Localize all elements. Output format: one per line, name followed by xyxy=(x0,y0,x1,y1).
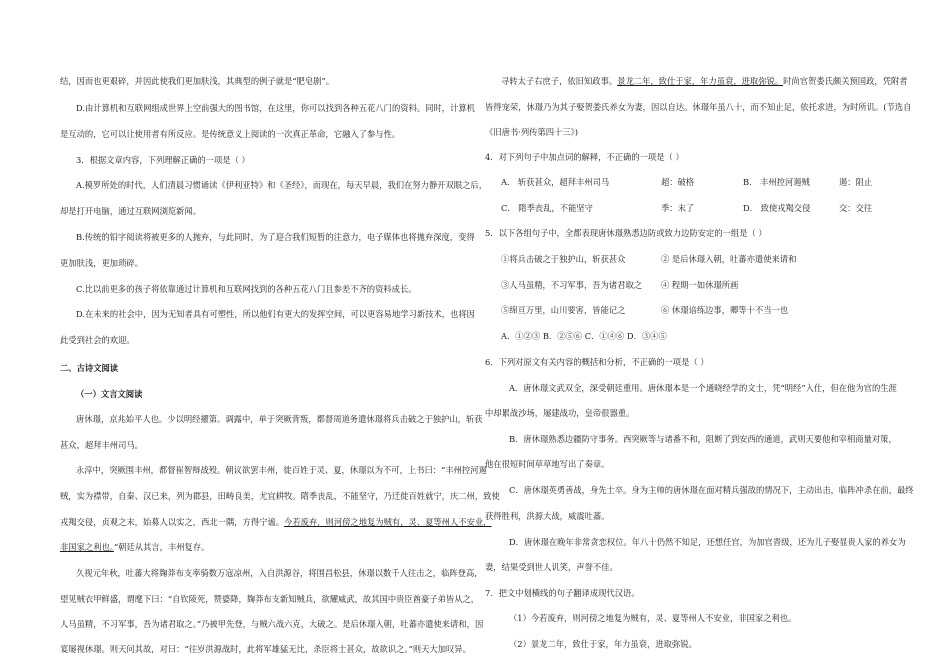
passage-line: 久视元年秋，吐蕃大将麹莽布支率骑数万寇凉州，入自洪源谷，将围昌松县，休璟以数千人往击之，临阵登高， xyxy=(76,568,483,578)
text-line: 是互动的，它可以让使用者有所反应。是传统意义上阅读的一次真正革命，它融入了参与性。 xyxy=(60,129,401,139)
text-line: 获得胜利，洪源大战，威震吐蕃。 xyxy=(485,511,610,521)
passage-line: 唐休璟，京兆始平人也。少以明经擢第。调露中，单于突厥背叛，都督周道务遣休璟将兵击破之于独护山，斩获 xyxy=(76,414,483,424)
option-3a: A.模罗所处的时代，人们清晨习惯诵读《伊利亚特》和《圣经》，而现在，每天早晨，我们在努力静开双眼之后， xyxy=(76,180,488,190)
text-line: D.由计算机和互联网组成世界上空前强大的图书馆，在这里，你可以找到各种五花八门的资料。同时，计算机 xyxy=(76,103,475,113)
passage-line xyxy=(485,77,908,85)
text-line: 结，因而也更艰碎，并因此使我们更加肤浅，其典型的例子就是“肥皂剧”。 xyxy=(60,76,334,86)
question-6: 6．下列对原文有关内容的概括和分析，不正确的一项是（ ） xyxy=(485,357,709,367)
item-4: ④ 程期一如休璟所画 xyxy=(661,280,739,290)
passage-text: ”朝廷从其言，丰州复存。 xyxy=(113,542,210,552)
passage-line: 望见贼衣甲鲜盛，谓麾下曰：“自钦陵死，赞婆降，麹莽布支新知贼兵，欲耀威武，故其国中贵臣酋豪子弟皆从之， xyxy=(60,594,480,604)
question-4: 4．对下列句子中加点词的解释，不正确的一项是（ ） xyxy=(485,152,684,162)
option-4c: C． 隋季丧乱，不能坚守 xyxy=(501,203,593,213)
option-6c: C．唐休璟英勇善战，身先士卒。身为主帅的唐休璟在面对精兵强敌的情况下，主动出击，临阵冲杀在前，最终 xyxy=(509,485,914,495)
passage-text: 戎羯交侵，贞观之末，始募人以实之，西北一隅，方得宁谧。 xyxy=(60,517,285,527)
option-4a-gloss: 超：破格 xyxy=(661,177,695,187)
passage-line: 人马虽精，不习军事，吾为诸君取之。”乃被甲先登，与贼六战六克，大破之。是后休璟入朝，吐蕃亦遣使来请和，因 xyxy=(60,619,484,629)
passage-line: 宴屡视休璟。则天问其故，对曰：“往岁洪源战时，此将军雄猛无比，杀臣将士甚众，故欲识之。”则天大加叹异。 xyxy=(60,644,471,654)
translation-item-1: （1）今若废弃，则河傍之地复为贼有，灵、夏等州人不安业，非国家之利也。 xyxy=(509,613,797,623)
item-6: ⑥ 休璟谙练边事，卿等十不当一也 xyxy=(661,305,789,315)
underlined-sentence-1: 今若废弃，则河傍之地复为贼有，灵、夏等州人不安业， xyxy=(284,517,492,527)
option-6a: A．唐休璟文武双全，深受朝廷重用。唐休璟本是一个通晓经学的文士，凭“明经”入仕，但在他为官的生涯 xyxy=(509,383,897,393)
passage-text: 寻转太子右庶子，依旧知政事。 xyxy=(501,76,618,86)
text-line: 更加肤浅，更加琐碎。 xyxy=(60,258,143,268)
item-3: ③人马虽精，不习军事，吾为诸君取之 xyxy=(501,280,643,290)
option-3d: D.在未来的社会中，因为无知者具有可塑性，所以他们有更大的发挥空间，可以更容易地学习新技术，也将因 xyxy=(76,309,475,319)
option-4a: A． 斩获甚众，超拜丰州司马 xyxy=(501,177,610,187)
option-6b: B．唐休璟熟悉边疆防守事务。西突厥等与诸番不和，阻断了到安西的通道，武则天要他和宰相商量对策， xyxy=(509,434,897,444)
text-line: 此受到社会的欢迎。 xyxy=(60,335,135,345)
option-3c: C.比以前更多的孩子将依靠通过计算机和互联网找到的各种五花八门且参差不齐的资料成长。 xyxy=(76,284,417,294)
text-line: 却是打开电脑，通过互联网浏览新闻。 xyxy=(60,206,202,216)
section-heading: 二、古诗文阅读 xyxy=(60,363,119,373)
option-4d: D． 致使戎羯交侵 xyxy=(743,203,811,213)
text-line: 妻，结果受到世人讥笑，声誉不佳。 xyxy=(485,562,618,572)
question-7: 7．把文中划横线的句子翻译成现代汉语。 xyxy=(485,588,640,598)
underlined-sentence-2: 景龙二年，致仕于家，年力虽衰，进取弥锐。 xyxy=(617,76,784,86)
text-line: 中却累战沙场，屡建战功，皇帝很器重。 xyxy=(485,408,635,418)
question-5: 5．以下各组句子中，全都表现唐休璟熟悉边防或致力边防安定的一组是（ ） xyxy=(485,228,767,238)
question-5-options: A．①②③ B．②⑤⑥ C．①④⑥ D．③④⑤ xyxy=(501,331,667,341)
passage-line: 贼，实为襟带，自秦、汉已来，列为郡县，田畴良美，尤宜耕牧。隋季丧乱，不能坚守，乃迁徙百姓就宁，庆二州，致使 xyxy=(60,491,500,501)
option-3b: B.传统的铅字阅读将被更多的人抛弃，与此同时，为了迎合我们短暂的注意力，电子媒体也将拋弃深度，变得 xyxy=(76,232,475,242)
passage-line xyxy=(60,518,491,526)
option-4d-gloss: 交：交往 xyxy=(839,203,873,213)
item-2: ② 是后休璟入朝，吐蕃亦遣使来请和 xyxy=(661,254,797,264)
passage-line: 甚众，超拜丰州司马。 xyxy=(60,440,143,450)
subsection-heading: （一）文言文阅读 xyxy=(76,389,143,399)
passage-line: 皆得宠荣，休璟乃为其子娶贺娄氏养女为妻，因以自达。休璟年虽八十，而不知止足，依托求进，为时所讥。(节选自 xyxy=(485,102,912,112)
option-4c-gloss: 季：末了 xyxy=(661,203,695,213)
text-line: 他在很短时间草草地写出了奏章。 xyxy=(485,459,610,469)
item-5: ⑤绵亘万里，山川要害，皆能记之 xyxy=(501,305,626,315)
item-1: ①将兵击破之于独护山，斩获甚众 xyxy=(501,254,626,264)
option-6d: D．唐休璟在晚年非常贪恋权位。年八十仍然不知足，还想任官，为加官晋级，还为儿子娶显贵人家的养女为 xyxy=(509,537,906,547)
option-4b-gloss: 遏：阻止 xyxy=(839,177,873,187)
passage-text: 时尚官贺娄氏颇关预国政，凭附者 xyxy=(783,76,908,86)
passage-line xyxy=(60,543,209,551)
underlined-sentence-1-end: 非国家之利也。 xyxy=(60,542,114,552)
translation-item-2: （2）景龙二年，致仕于家，年力虽衰，进取弥锐。 xyxy=(509,639,697,649)
option-4b: B． 丰州控河遏贼 xyxy=(743,177,810,187)
passage-line: 永淳中，突厥围丰州，都督崔智辩战殁。朝议欲罢丰州，徙百姓于灵、夏，休璟以为不可，上书曰：“丰州控河遏 xyxy=(76,465,487,475)
source-note: 《旧唐书·列传第四十三》) xyxy=(485,127,578,137)
question-3: 3．根据文章内容，下列理解正确的一项是（ ） xyxy=(76,155,250,165)
